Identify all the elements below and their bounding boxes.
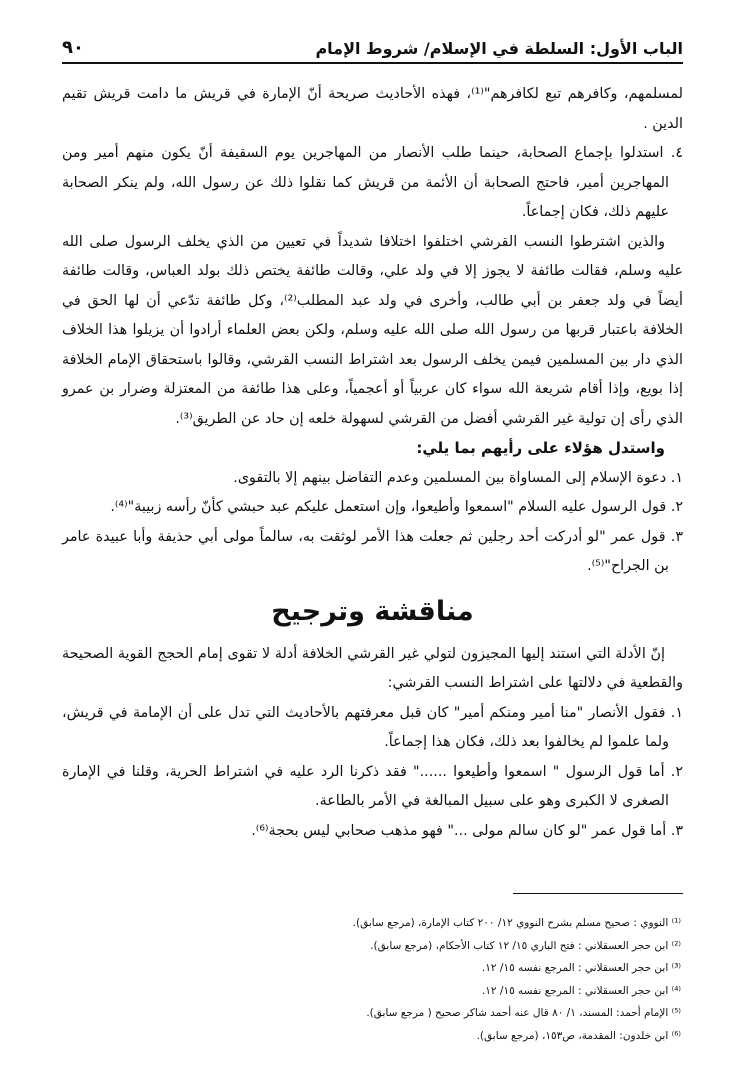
list-item: ١. دعوة الإسلام إلى المساواة بين المسلمين وعدم التفاضل بينهم إلا بالتقوى. [233,469,683,486]
footnote: ⁽⁵⁾ الإمام أحمد: المسند، ١/ ٨٠ قال عنه أحمد شاكر صحيح ( مرجع سابق). [366,1007,681,1020]
footnote: ⁽¹⁾ النووي : صحيح مسلم بشرح النووي ١٢/ ٢٠٠ كتاب الإمارة، (مرجع سابق). [352,917,681,929]
footnote: ⁽⁶⁾ ابن خلدون: المقدمة، ص١٥٣، (مرجع سابق). [476,1029,681,1042]
subheading: واستدل هؤلاء على رأيهم بما يلي: [416,439,665,457]
paragraph: والذين اشترطوا النسب القرشي اختلفوا اختلافا شديداً في تعيين من الذي يخلف الرسول صلى الله عليه وسلم، فقالت طائفة لا يجوز إلا في ولد علي، وقالت طائفة يختص ذلك بولد العباس، وقالت طائفة أيضاً في ولد جعفر بن أبي طالب، وأخرى في ولد عبد المطلب⁽²⁾، وكل طائفة تدّعي أن لها الحق في الخلافة باعتبار قربها من رسول الله صلى الله عليه وسلم، ولكن بعض العلماء أرادوا أن يزيلوا هذا الخلاف الذي دار بين المسلمين فيمن يخلف الرسول بعد اشتراط النسب القرشي، وقالوا باستحقاق الإمام الخلافة إذا بويع، وإذا أقام شريعة الله سواء كان عربياً أو أعجمياً، وعلى هذا طائفة من المعتزلة وضرار بن عمرو الذي رأى إن تولية غير القرشي أفضل من القرشي لسهولة خلعه إن حاد عن الطريق⁽³⁾. [62,233,683,427]
footnote-separator [513,893,683,894]
list-item: ٢. قول الرسول عليه السلام "اسمعوا وأطيعوا، وإن استعمل عليكم عبد حبشي كأنّ رأسه زبيبة"⁽⁴⁾. [110,499,683,515]
running-header [62,28,683,64]
list-item: ٢. أما قول الرسول " اسمعوا وأطيعوا ......" فقد ذكرنا الرد عليه في اشتراط الحرية، وقلنا في الإمارة الصغرى لا الكبرى وهو على سبيل المبالغة في الأمر بالطاعة. [62,763,683,809]
list-item: ١. فقول الأنصار "منا أمير ومنكم أمير" كان قبل معرفتهم بالأحاديث التي تدل على أن الإمامة في قريش، ولما علموا لم يخالفوا بعد ذلك، فكان هذا إجماعاً. [62,704,683,750]
page-number: ٩٠ [62,37,84,58]
paragraph: إنّ الأدلة التي استند إليها المجيزون لتولي غير القرشي الخلافة أدلة لا تقوى إمام الحجج القوية الصحيحة والقطعية في دلالتها على اشتراط النسب القرشي: [62,645,683,691]
paragraph: لمسلمهم، وكافرهم تبع لكافرهم"⁽¹⁾، فهذه الأحاديث صريحة أنّ الإمارة في قريش ما دامت قريش تقيم الدين . [62,86,683,132]
footnote: ⁽⁴⁾ ابن حجر العسقلاني : المرجع نفسه ١٥/ ١٢. [481,984,681,997]
list-item: ٤. استدلوا بإجماع الصحابة، حينما طلب الأنصار من المهاجرين يوم السقيفة أنّ يكون منهم أمير ومن المهاجرين أمير، فاحتج الصحابة أن الأئمة من قريش كما نقلوا ذلك عن رسول الله، ولم ينكر الصحابة عليهم ذلك، فكان إجماعاً. [62,145,683,220]
footnote: ⁽²⁾ ابن حجر العسقلاني : فتح الباري ١٥/ ١٢ كتاب الأحكام، (مرجع سابق). [370,939,681,952]
list-item: ٣. قول عمر "لو أدركت أحد رجلين ثم جعلت هذا الأمر لوثقت به، سالماً مولى أبي حذيفة وأبا عبيدة عامر بن الجراح"⁽⁵⁾. [62,528,683,574]
footnote: ⁽³⁾ ابن حجر العسقلاني : المرجع نفسه ١٥/ ١٢. [481,962,681,975]
chapter-title: الباب الأول: السلطة في الإسلام/ شروط الإمام [315,39,683,58]
main-text [62,80,683,846]
footnotes [62,912,683,1048]
list-item: ٣. أما قول عمر "لو كان سالم مولى ..." فهو مذهب صحابي ليس بحجة⁽⁶⁾. [251,822,683,839]
section-title: مناقشة وترجيح [271,595,474,627]
